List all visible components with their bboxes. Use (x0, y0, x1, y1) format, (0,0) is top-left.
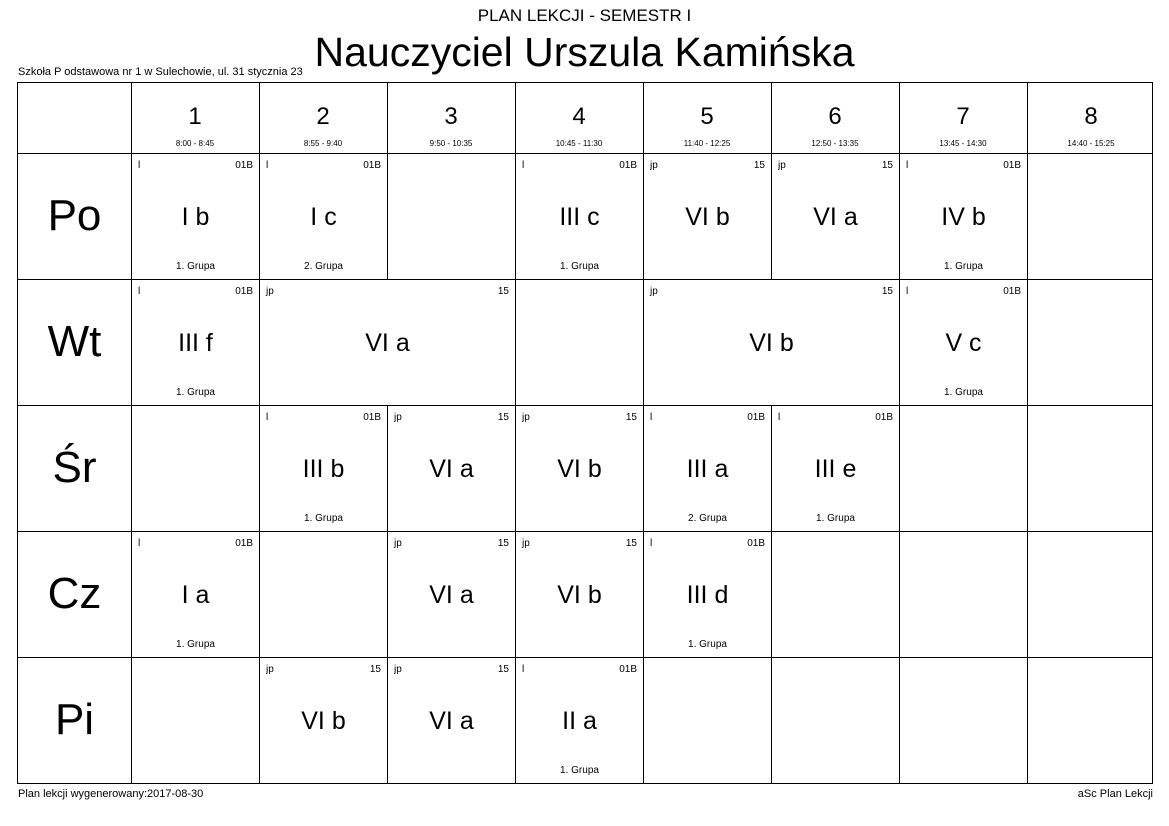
lesson-class: III c (559, 203, 600, 231)
day-label: Pi (54, 695, 95, 744)
lesson-class: VI a (365, 329, 410, 357)
lesson-cell[interactable] (132, 154, 259, 279)
lesson-cell[interactable] (516, 532, 643, 657)
lesson-group: 1. Grupa (944, 387, 983, 398)
lesson-subject: jp (778, 160, 786, 171)
lesson-subject: jp (394, 664, 402, 675)
period-time: 14:40 - 15:25 (1067, 139, 1115, 148)
lesson-class: II a (562, 707, 597, 735)
lesson-room: 01B (235, 160, 253, 171)
period-header (1027, 83, 1155, 153)
lesson-cell[interactable] (644, 532, 771, 657)
period-time: 13:45 - 14:30 (939, 139, 987, 148)
lesson-room: 15 (369, 664, 381, 675)
teacher-title: Nauczyciel Urszula Kamińska (314, 29, 855, 75)
column-divider (515, 83, 516, 153)
lesson-subject: jp (394, 538, 402, 549)
day-label: Wt (47, 317, 102, 366)
lesson-class: VI a (429, 707, 474, 735)
lesson-group: 1. Grupa (560, 261, 599, 272)
lesson-subject: l (522, 664, 525, 675)
lesson-group: 2. Grupa (688, 513, 727, 524)
lesson-room: 01B (363, 412, 381, 423)
period-time: 8:55 - 9:40 (303, 139, 343, 148)
lesson-cell[interactable] (260, 406, 387, 531)
lesson-class: VI b (301, 707, 346, 735)
lesson-group: 1. Grupa (176, 639, 215, 650)
lesson-subject: jp (522, 412, 530, 423)
period-time: 8:00 - 8:45 (175, 139, 215, 148)
column-divider (1027, 405, 1028, 531)
lesson-subject: jp (522, 538, 530, 549)
lesson-class: VI b (685, 203, 730, 231)
lesson-group: 1. Grupa (688, 639, 727, 650)
lesson-cell[interactable] (260, 154, 387, 279)
lesson-class: VI b (557, 581, 602, 609)
period-header (259, 83, 387, 153)
lesson-cell[interactable] (260, 658, 387, 783)
lesson-subject: jp (394, 412, 402, 423)
period-time: 11:40 - 12:25 (683, 139, 731, 148)
lesson-group: 1. Grupa (560, 765, 599, 776)
lesson-class: I a (181, 581, 210, 609)
lesson-subject: l (138, 160, 141, 171)
lesson-subject: l (650, 412, 653, 423)
plan-subtitle: PLAN LEKCJI - SEMESTR I (477, 6, 692, 25)
lesson-room: 15 (497, 412, 509, 423)
lesson-subject: jp (266, 286, 274, 297)
lesson-room: 01B (875, 412, 893, 423)
column-divider (643, 83, 644, 153)
column-divider (1027, 153, 1028, 279)
lesson-class: III b (302, 455, 345, 483)
column-divider (1027, 83, 1028, 153)
lesson-room: 15 (497, 538, 509, 549)
lesson-cell[interactable] (260, 280, 515, 405)
lesson-class: VI b (749, 329, 794, 357)
period-number: 3 (444, 103, 458, 130)
lesson-class: VI a (429, 455, 474, 483)
period-header (131, 83, 259, 153)
lesson-cell[interactable] (132, 532, 259, 657)
lesson-group: 1. Grupa (176, 387, 215, 398)
lesson-class: III f (178, 329, 213, 357)
lesson-cell[interactable] (644, 280, 899, 405)
column-divider (387, 83, 388, 153)
lesson-class: IV b (941, 203, 986, 231)
period-time: 10:45 - 11:30 (555, 139, 603, 148)
lesson-subject: l (522, 160, 525, 171)
lesson-room: 01B (747, 412, 765, 423)
period-number: 4 (572, 103, 586, 130)
column-divider (1027, 279, 1028, 405)
lesson-subject: jp (266, 664, 274, 675)
column-divider (899, 531, 900, 657)
lesson-cell[interactable] (644, 406, 771, 531)
column-divider (771, 531, 772, 657)
lesson-subject: l (906, 286, 909, 297)
lesson-cell[interactable] (516, 154, 643, 279)
day-label: Po (47, 191, 102, 240)
lesson-subject: l (266, 412, 269, 423)
lesson-room: 01B (619, 664, 637, 675)
period-number: 2 (316, 103, 330, 130)
lesson-subject: l (138, 538, 141, 549)
lesson-subject: l (906, 160, 909, 171)
period-number: 1 (188, 103, 202, 130)
column-divider (899, 657, 900, 783)
period-number: 6 (828, 103, 842, 130)
lesson-room: 01B (363, 160, 381, 171)
lesson-cell[interactable] (516, 658, 643, 783)
timetable-grid (17, 82, 1153, 784)
lesson-class: VI b (557, 455, 602, 483)
period-number: 5 (700, 103, 714, 130)
generated-date: Plan lekcji wygenerowany:2017-08-30 (18, 788, 204, 800)
period-time: 9:50 - 10:35 (429, 139, 473, 148)
lesson-room: 01B (619, 160, 637, 171)
lesson-room: 01B (1003, 160, 1021, 171)
column-divider (387, 153, 388, 279)
lesson-subject: l (778, 412, 781, 423)
lesson-room: 15 (881, 160, 893, 171)
period-header (387, 83, 515, 153)
lesson-group: 1. Grupa (944, 261, 983, 272)
lesson-cell[interactable] (388, 532, 515, 657)
lesson-room: 01B (747, 538, 765, 549)
lesson-class: V c (945, 329, 982, 357)
column-divider (1027, 657, 1028, 783)
lesson-class: III a (686, 455, 729, 483)
lesson-subject: jp (650, 160, 658, 171)
day-label: Cz (47, 569, 102, 618)
lesson-cell[interactable] (900, 154, 1027, 279)
lesson-cell[interactable] (132, 280, 259, 405)
lesson-cell[interactable] (516, 406, 643, 531)
lesson-room: 15 (625, 412, 637, 423)
period-header (643, 83, 771, 153)
day-label: Śr (52, 443, 97, 492)
lesson-class: VI a (429, 581, 474, 609)
column-divider (515, 279, 516, 405)
lesson-class: I c (310, 203, 337, 231)
lesson-subject: jp (650, 286, 658, 297)
lesson-cell[interactable] (772, 154, 899, 279)
lesson-cell[interactable] (388, 658, 515, 783)
lesson-cell[interactable] (772, 406, 899, 531)
lesson-room: 15 (881, 286, 893, 297)
lesson-class: I b (181, 203, 210, 231)
lesson-class: VI a (813, 203, 858, 231)
lesson-room: 15 (753, 160, 765, 171)
software-name: aSc Plan Lekcji (1077, 788, 1153, 800)
school-address: Szkoła P odstawowa nr 1 w Sulechowie, ul. 31 stycznia 23 (18, 66, 303, 78)
lesson-room: 15 (497, 664, 509, 675)
column-divider (1027, 531, 1028, 657)
lesson-room: 01B (1003, 286, 1021, 297)
lesson-group: 1. Grupa (176, 261, 215, 272)
column-divider (259, 83, 260, 153)
column-divider (643, 657, 644, 783)
column-divider (899, 83, 900, 153)
lesson-subject: l (650, 538, 653, 549)
column-divider (899, 405, 900, 531)
period-number: 7 (956, 103, 970, 130)
period-header (899, 83, 1027, 153)
lesson-room: 15 (497, 286, 509, 297)
column-divider (259, 531, 260, 657)
lesson-subject: l (266, 160, 269, 171)
lesson-group: 1. Grupa (816, 513, 855, 524)
column-divider (771, 657, 772, 783)
lesson-cell[interactable] (388, 406, 515, 531)
lesson-room: 15 (625, 538, 637, 549)
lesson-cell[interactable] (644, 154, 771, 279)
lesson-subject: l (138, 286, 141, 297)
lesson-room: 01B (235, 538, 253, 549)
lesson-group: 2. Grupa (304, 261, 343, 272)
period-header (515, 83, 643, 153)
lesson-class: III d (686, 581, 729, 609)
lesson-room: 01B (235, 286, 253, 297)
lesson-class: III e (814, 455, 857, 483)
period-time: 12:50 - 13:35 (811, 139, 859, 148)
lesson-group: 1. Grupa (304, 513, 343, 524)
lesson-cell[interactable] (900, 280, 1027, 405)
column-divider (771, 83, 772, 153)
period-number: 8 (1084, 103, 1098, 130)
period-header (771, 83, 899, 153)
